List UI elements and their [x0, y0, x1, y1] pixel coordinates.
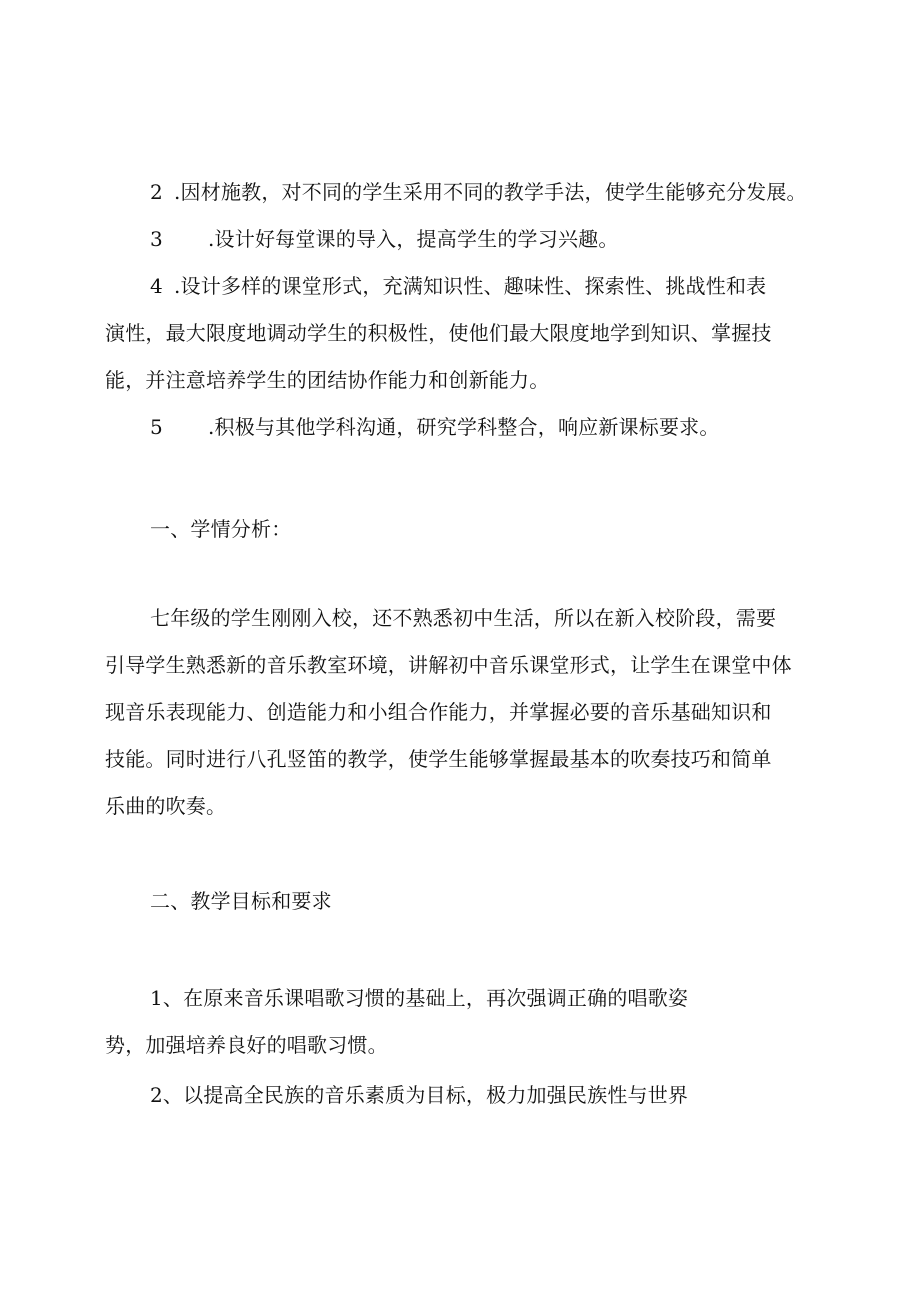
section-1-line-5: 乐曲的吹奏。 [105, 794, 227, 818]
section-2-line-3: 2、以提高全民族的音乐素质为目标，极力加强民族性与世界 [150, 1083, 689, 1107]
item-number: 5 [150, 415, 163, 439]
item-3 [150, 226, 619, 252]
section-1-line-1: 七年级的学生刚刚入校，还不熟悉初中生活，所以在新入校阶段，需要 [150, 606, 777, 630]
item-text: .设计多样的课堂形式，充满知识性、趣味性、探索性、挑战性和表 [174, 274, 767, 298]
item-5 [150, 414, 720, 440]
item-text: .因材施教，对不同的学生采用不同的教学手法，使学生能够充分发展。 [174, 180, 807, 204]
item-4-line-2: 演性，最大限度地调动学生的积极性，使他们最大限度地学到知识、掌握技 [105, 321, 772, 345]
section-1-line-4: 技能。同时进行八孔竖笛的教学，使学生能够掌握最基本的吹奏技巧和简单 [105, 747, 772, 771]
section-1-heading: 一、学情分析： [150, 517, 292, 541]
item-4-line-3: 能，并注意培养学生的团结协作能力和创新能力。 [105, 368, 550, 392]
item-number: 4 [150, 274, 163, 298]
section-1-line-3: 现音乐表现能力、创造能力和小组合作能力，并掌握必要的音乐基础知识和 [105, 700, 772, 724]
section-2-line-2: 势，加强培养良好的唱歌习惯。 [105, 1033, 388, 1057]
item-number: 2 [150, 180, 163, 204]
item-4-line-1 [150, 273, 766, 299]
item-2 [150, 179, 807, 205]
item-text: .积极与其他学科沟通，研究学科整合，响应新课标要求。 [208, 415, 720, 439]
item-text: .设计好每堂课的导入，提高学生的学习兴趣。 [208, 227, 619, 251]
section-2-line-1: 1、在原来音乐课唱歌习惯的基础上，再次强调正确的唱歌姿 [150, 986, 689, 1010]
section-2-heading: 二、教学目标和要求 [150, 889, 332, 913]
item-number: 3 [150, 227, 163, 251]
section-1-line-2: 引导学生熟悉新的音乐教室环境，讲解初中音乐课堂形式，让学生在课堂中体 [105, 653, 792, 677]
